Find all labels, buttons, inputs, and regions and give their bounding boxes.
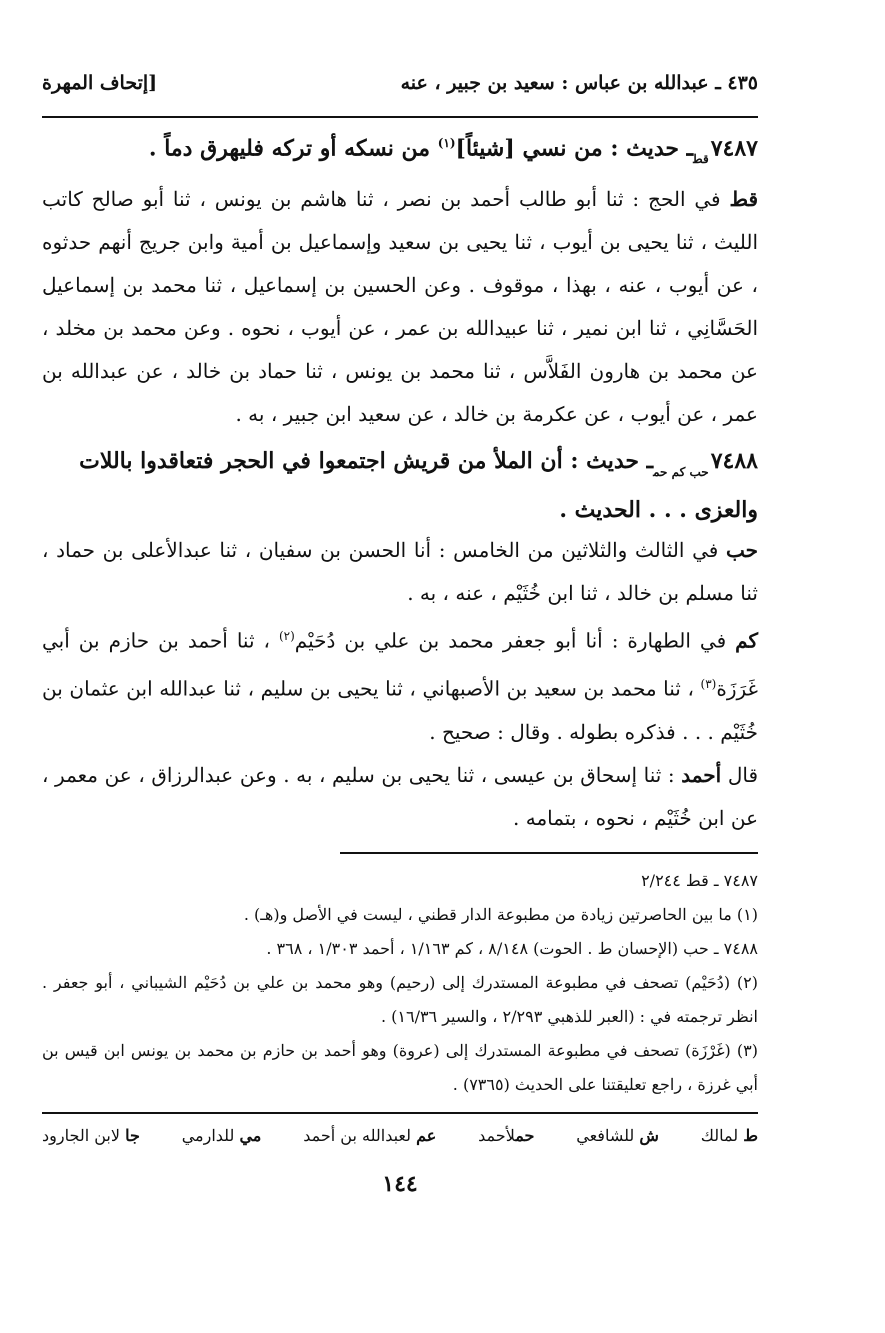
footnote: ٧٤٨٨ ـ حب (الإحسان ط . الحوت) ٨/١٤٨ ، كم ١/١٦٣ ، أحمد ١/٣٠٣ ، ٣٦٨ . <box>266 938 758 958</box>
page-number: ١٤٤ <box>382 1170 418 1197</box>
footnote-ref: (٣) <box>700 676 717 691</box>
isnad-text: ، ثنا محمد بن سعيد بن الأصبهاني ، ثنا يحيى بن سليم ، ثنا عبدالله ابن عثمان بن خُثَيْم . . . فذكره بطوله . وقال : صحيح . <box>42 676 758 744</box>
abbr-item <box>576 1126 659 1145</box>
hadith-text-rest: من نسكه أو تركه فليهرق دماً . <box>148 135 438 162</box>
footnote-ref: (١) <box>437 136 456 150</box>
abbr-label: لمالك <box>700 1125 744 1145</box>
isnad-text: في الطهارة : أنا أبو جعفر محمد بن علي بن دُحَيْم <box>294 628 736 653</box>
abbr-code: ش <box>639 1125 659 1145</box>
source-code-sub: قط <box>693 152 709 167</box>
abbr-code: مي <box>239 1125 262 1145</box>
hadith-text: ـ حديث : من نسي [شيئاً] <box>455 135 694 162</box>
hadith-number: ٧٤٨٨ <box>710 448 758 475</box>
abbr-item <box>303 1126 436 1145</box>
isnad-text: في الثالث والثلاثين من الخامس : أنا الحسن بن سفيان ، ثنا عبدالأعلى بن حماد ، ثنا مسلم بن خالد ، ثنا ابن خُثَيْم ، عنه ، به . <box>42 538 758 606</box>
abbr-code: جا <box>125 1125 140 1145</box>
source-code: كم <box>735 628 758 653</box>
source-code: أحمد <box>681 762 722 787</box>
footnote: (٢) (دُحَيْم) تصحف في مطبوعة المستدرك إلى (رحيم) وهو محمد بن علي بن دُحَيْم الشيباني ، أبو جعفر . انظر ترجمته في : (العبر للذهبي ٢/٢٩٣ ، والسير ١٦/٣٦) . <box>42 972 759 1026</box>
hadith-7488-isnad-km <box>42 615 758 753</box>
header-rule <box>42 116 758 118</box>
abbreviations-rule <box>42 1112 758 1114</box>
abbr-item <box>182 1126 262 1145</box>
isnad-text: ، ثنا أحمد بن حازم بن أبي غَرَزَة <box>42 628 758 701</box>
isnad-text: في الحج : ثنا أبو طالب أحمد بن نصر ، ثنا هاشم بن يونس ، ثنا أبو صالح كاتب الليث ، ثنا يحيى بن أيوب ، ثنا يحيى بن سعيد وإسماعيل بن أمية وابن جريج أنهم حدثوه ، عن أيوب ، عنه ، بهذا ، موقوف . وعن الحسين بن إسماعيل ، ثنا محمد بن إسماعيل الحَسَّانِي ، ثنا ابن نمير ، ثنا عبيدالله بن عمر ، عن أيوب ، نحوه . وعن محمد بن مخلد ، عن محمد بن هارون الفَلاَّس ، ثنا محمد بن يونس ، ثنا حماد بن خالد ، عن عبدالله بن عمر ، عن أيوب ، عن عكرمة بن خالد ، عن سعيد ابن جبير ، به . <box>42 187 758 427</box>
isnad-prefix: قال <box>721 762 758 787</box>
abbr-code: ط <box>743 1125 758 1145</box>
abbr-label: لعبدالله بن أحمد <box>303 1125 417 1145</box>
abbreviations-key <box>42 1126 758 1145</box>
running-header <box>42 72 758 106</box>
hadith-7488-isnad-ahmad <box>42 754 758 840</box>
abbr-item <box>701 1126 758 1145</box>
hadith-7487-title <box>42 124 758 178</box>
header-chapter: ٤٣٥ ـ عبدالله بن عباس : سعيد بن جبير ، عنه <box>400 72 758 94</box>
hadith-text: ـ حديث : أن الملأ من قريش اجتمعوا في الحجر فتعاقدوا باللات والعزى . . . الحديث . <box>79 448 758 524</box>
page <box>42 72 758 1197</box>
source-code-sub: حب كم حم <box>653 465 709 480</box>
abbr-label: لابن الجارود <box>42 1125 126 1145</box>
abbr-item <box>42 1126 140 1145</box>
footnote: (١) ما بين الحاصرتين زيادة من مطبوعة الدار قطني ، ليست في الأصل و(هـ) . <box>243 904 758 924</box>
footnote-separator <box>340 852 758 854</box>
abbr-code: عم <box>416 1125 437 1145</box>
header-book-title: [إتحاف المهرة <box>42 72 158 94</box>
footnote: (٣) (غَرْزَة) تصحف في مطبوعة المستدرك إلى (عروة) وهو أحمد بن حازم بن محمد بن يونس ابن قيس بن أبي غرزة ، راجع تعليقتنا على الحديث (٧٣٦٥) . <box>42 1040 758 1094</box>
footnote: ٧٤٨٧ ـ قط ٢/٢٤٤ <box>641 870 758 890</box>
hadith-7488-isnad-hb <box>42 529 758 615</box>
abbr-code: حم <box>515 1125 535 1145</box>
abbr-label: لأحمد <box>478 1125 516 1145</box>
hadith-7487-isnad <box>42 178 758 436</box>
abbr-label: للشافعي <box>576 1125 640 1145</box>
source-code: قط <box>729 187 758 212</box>
hadith-7488-title <box>42 442 758 529</box>
abbr-item <box>478 1126 534 1145</box>
source-code: حب <box>725 538 758 563</box>
hadith-number: ٧٤٨٧ <box>710 135 758 162</box>
isnad-text: : ثنا إسحاق بن عيسى ، ثنا يحيى بن سليم ، به . وعن عبدالرزاق ، عن معمر ، عن ابن خُثَيْم ، نحوه ، بتمامه . <box>42 762 758 830</box>
footnotes <box>42 864 758 1102</box>
footnote-ref: (٢) <box>278 629 295 644</box>
abbr-label: للدارمي <box>181 1125 240 1145</box>
